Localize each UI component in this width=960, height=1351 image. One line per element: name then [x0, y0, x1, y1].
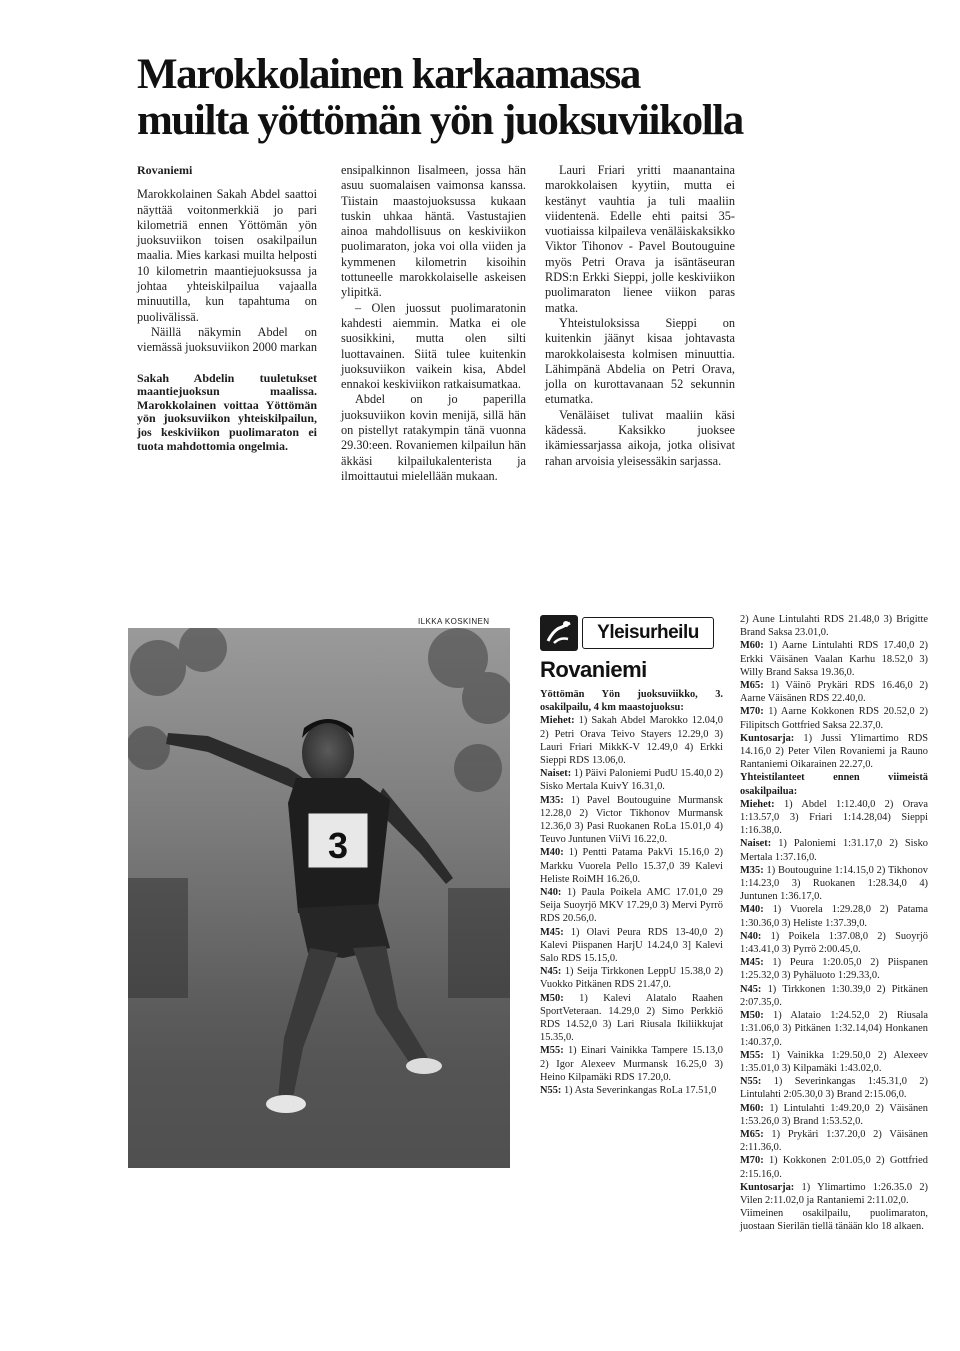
result-category: M55: — [740, 1049, 764, 1061]
result-category: M35: — [740, 864, 764, 876]
headline-line-2: muilta yöttömän yön juoksuviikolla — [137, 97, 743, 144]
result-text: 1) Paula Poikela AMC 17.01,0 29 Seija Suoyrjö MKV 17.29,0 3) Mervi Pyrrö RDS 20.56,0. — [540, 887, 723, 925]
result-category: M65: — [740, 1128, 764, 1140]
result-entry — [740, 864, 928, 904]
result-entry — [740, 1207, 928, 1233]
result-category: M50: — [740, 1010, 764, 1022]
result-text: 1) Väinö Prykäri RDS 16.46,0 2) Aarne Väisänen RDS 22.40,0. — [740, 680, 928, 705]
article-paragraph: Marokkolainen Sakah Abdel saattoi näyttää voitonmerkkiä jo pari kilometriä ennen Yöttömän yön juoksuviikon toisen osakilpailun maalia. Mies karkasi muilta helposti 10 kilometrin maantiejuoksussa ja johtaa yhteiskilpailua vajaalla minuutilla, kun tapahtuma on puolivälissä. — [137, 187, 317, 324]
result-text: Viimeinen osakilpailu, puolimaraton, juostaan Sierilän tiellä tänään klo 18 alkaen. — [740, 1208, 928, 1233]
result-entry — [740, 983, 928, 1009]
result-text: 1) Kalevi Alatalo Raahen SportVeteraan. 14.29,0 2) Simo Perkkiö RDS 14.52,0 3) Lari Riusala Ikiliikkujat 15.35,0. — [540, 992, 723, 1044]
results-column-1 — [540, 688, 723, 1097]
result-text: 1) Kokkonen 2:01.05,0 2) Gottfried 2:15.16,0. — [740, 1155, 928, 1180]
result-text: 1) Poikela 1:37.08,0 2) Suoyrjö 1:43.41,0 3) Pyrrö 2:00.45,0. — [740, 930, 928, 956]
result-entry — [740, 1075, 928, 1101]
result-category: Kuntosarja: — [740, 732, 795, 744]
result-text: 1) Aarne Lintulahti RDS 17.40,0 2) Erkki Väisänen Vaalan Karhu 18.52,0 3) Willy Brand Saksa 19.36,0. — [740, 640, 928, 678]
photo-caption: Sakah Abdelin tuuletukset maantiejuoksun maalissa. Marokkolainen voittaa Yöttömän yön juoksuviikon yhteiskilpailun, jos keskiviikon puolimaraton ei tuota mahdottomia ongelmia. — [137, 370, 317, 453]
result-entry — [740, 837, 928, 863]
result-entry — [540, 886, 723, 926]
result-category: M55: — [540, 1045, 564, 1057]
result-entry — [740, 732, 928, 772]
result-category: N40: — [540, 887, 562, 899]
result-text: 1) Abdel 1:12.40,0 2) Orava 1:13.57,0 3) Friari 1:14.28,04) Sieppi 1:16.38,0. — [740, 798, 928, 837]
article-paragraph: Venäläiset tulivat maaliin käsi kädessä. Kaksikko juoksee ikämiessarjassa aikoja, jotka olisivat rahan arvoisia yleisessäkin sarjassa. — [545, 407, 735, 468]
result-text: 1) Einari Vainikka Tampere 15.13,0 2) Igor Alexeev Murmansk 16.25,0 3) Heino Kilpamäki RDS 17.20,0. — [540, 1045, 723, 1083]
result-category: M45: — [540, 926, 564, 938]
headline — [137, 52, 757, 144]
photo-credit: ILKKA KOSKINEN — [418, 617, 490, 626]
result-category: M50: — [540, 992, 564, 1004]
result-entry — [740, 1102, 928, 1128]
article-paragraph: Näillä näkymin Abdel on viemässä juoksuviikon 2000 markan — [137, 324, 317, 355]
result-text: 1) Vainikka 1:29.50,0 2) Alexeev 1:35.01,0 3) Kilpamäki 1:43.02,0. — [740, 1049, 928, 1074]
result-entry — [740, 1009, 928, 1049]
result-category: Miehet: — [740, 798, 775, 810]
result-text: 1) Päivi Paloniemi PudU 15.40,0 2) Sisko Mertala KuivY 16.31,0. — [540, 768, 723, 793]
result-category: Kuntosarja: — [740, 1181, 795, 1193]
result-category: M40: — [540, 847, 564, 859]
result-entry — [740, 903, 928, 929]
result-text: 1) Jussi Ylimartimo RDS 14.16,0 2) Peter Vilen Rovaniemi ja Rauno Rantaniemi Oikarainen 22.27,0. — [740, 732, 928, 771]
bib-number: 3 — [327, 825, 349, 866]
result-text: 1) Aarne Kokkonen RDS 20.52,0 2) Filipitsch Gottfried Saksa 22.37,0. — [740, 706, 928, 731]
result-text: 1) Asta Severinkangas RoLa 17.51,0 — [563, 1085, 717, 1097]
result-entry — [540, 846, 723, 886]
result-text: 1) Pentti Patama PakVi 15.16,0 2) Markku Vuorela Pello 15.37,0 39 Kalevi Heliste RoiMH 16.26,0. — [540, 847, 723, 885]
section-logo-text: Yleisurheilu — [582, 617, 714, 649]
result-category: N40: — [740, 930, 762, 942]
result-text: 1) Ylimartimo 1:26.35.0 2) Vilen 2:11.02,0 ja Rantaniemi 2:11.02,0. — [740, 1181, 928, 1206]
article-column-1 — [137, 163, 317, 453]
result-category: M35: — [540, 794, 564, 806]
headline-line-1: Marokkolainen karkaamassa — [137, 51, 640, 98]
result-entry — [540, 926, 723, 966]
result-entry — [740, 1154, 928, 1180]
result-category: M40: — [740, 904, 764, 916]
result-category: M60: — [740, 1102, 764, 1114]
results-column-2 — [740, 613, 928, 1234]
result-entry — [740, 930, 928, 956]
result-entry — [740, 956, 928, 982]
result-entry — [540, 1084, 723, 1097]
article-column-2 — [341, 163, 526, 484]
result-category: Naiset: — [540, 768, 572, 780]
result-category: M70: — [740, 1155, 764, 1167]
result-category: N45: — [540, 966, 562, 978]
result-text: 1) Pavel Boutouguine Murmansk 12.28,0 2) Victor Tikhonov Murmansk 12.36,0 3) Pasi Ruokanen RoLa 15.01,0 4) Teuvo Juntunen ViiVi 16.22,0. — [540, 794, 723, 846]
result-entry — [540, 992, 723, 1045]
article-paragraph: – Olen juossut puolimaratonin kahdesti aiemmin. Matka ei ole suosikkini, mutta olen silti luottavainen. Siitä tulee kuitenkin juoksuviikon vaikein kisa, Abdel ennakoi keskiviikon ratkaisumatkaa. — [341, 300, 526, 392]
result-category: M65: — [740, 680, 764, 692]
result-text: 1) Tirkkonen 1:30.39,0 2) Pitkänen 2:07.35,0. — [740, 983, 928, 1008]
result-text: 1) Olavi Peura RDS 13-40,0 2) Kalevi Piispanen HarjU 14.24,0 3] Kalevi Salo RDS 15.15,0. — [540, 926, 723, 965]
result-entry — [740, 771, 928, 797]
result-text: 1) Sakah Abdel Marokko 12.04,0 2) Petri Orava Teivo Stayers 12.29,0 3) Lauri Friari MikkK-V 12.49,0 4) Erkki Sieppi RDS 13.06,0. — [540, 715, 723, 767]
result-category: Miehet: — [540, 715, 575, 727]
dateline: Rovaniemi — [137, 163, 193, 177]
result-category: M45: — [740, 957, 764, 969]
result-entry — [740, 1181, 928, 1207]
article-paragraph: ensipalkinnon Iisalmeen, jossa hän asuu suomalaisen vaimonsa kanssa. Tiistain maastojuoksussa kukaan tuskin uhkaa häntä. Vastustajien ainoa mahdollisuus on keskiviikon puolimaraton, joka voi olla viiden ja kymmenen kilometrin kisoihin tottuneelle marokkolaiselle askeisen ylipitkä. — [341, 163, 526, 300]
article-paragraph: Abdel on jo paperilla juoksuviikon kovin menijä, sillä hän on pistellyt ratakympin tänä vuonna 29.30:een. Rovaniemen kilpailun hän äkkäsi kilpailukalenterista ja ilmoittautui mielellään mukaan. — [341, 392, 526, 483]
result-text: 1) Prykäri 1:37.20,0 2) Väisänen 2:11.36,0. — [740, 1128, 928, 1154]
result-entry — [540, 767, 723, 793]
result-entry — [540, 794, 723, 847]
result-category: M60: — [740, 640, 764, 652]
result-text: 1) Vuorela 1:29.28,0 2) Patama 1:30.36,0 3) Heliste 1:37.39,0. — [740, 904, 928, 929]
result-category: Naiset: — [740, 838, 772, 850]
result-entry — [740, 679, 928, 705]
runner-logo-icon — [540, 615, 578, 651]
result-category: N55: — [540, 1085, 562, 1097]
result-category: Yhteistilanteet ennen viimeistä osakilpailua: — [740, 772, 928, 797]
yleisurheilu-logo — [540, 613, 718, 653]
result-text: 1) Alataio 1:24.52,0 2) Riusala 1:31.06,0 3) Pitkänen 1:32.14,04) Honkanen 1:40.37,0. — [740, 1010, 928, 1048]
result-entry — [740, 639, 928, 679]
result-text: 1) Paloniemi 1:31.17,0 2) Sisko Mertala 1:37.16,0. — [740, 838, 928, 863]
result-entry — [740, 1049, 928, 1075]
results-title: Rovaniemi — [540, 657, 647, 682]
result-text: 2) Aune Lintulahti RDS 21.48,0 3) Brigitte Brand Saksa 23.01,0. — [740, 614, 928, 639]
result-entry — [740, 705, 928, 731]
runner-photo-image — [128, 628, 510, 1168]
runner-photo — [128, 628, 510, 1168]
result-category: N45: — [740, 983, 762, 995]
result-entry — [540, 965, 723, 991]
result-entry — [740, 798, 928, 838]
article-paragraph: Lauri Friari yritti maanantaina marokkolaisen kyytiin, mutta ei kestänyt vauhtia ja tuli maaliin viidentenä. Edelle ehti paitsi 35-vuotiaissa kilpaileva venäläiskaksikko Viktor Tihonov - Pavel Boutouguine myös Petri Orava ja isäntäseuran RDS:n Erkki Sieppi, jolle keskiviikon puolimaraton lienee viikon paras matka. — [545, 163, 735, 315]
result-entry — [540, 714, 723, 767]
result-text: 1) Boutouguine 1:14.15,0 2) Tikhonov 1:14.23,0 3) Ruokanen 1:28.34,0 4) Juntunen 1:36.17,0. — [740, 864, 928, 903]
result-category: M70: — [740, 706, 764, 718]
result-category: N55: — [740, 1076, 762, 1088]
result-text: 1) Peura 1:20.05,0 2) Piispanen 1:25.32,0 3) Pyhäluoto 1:29.33,0. — [740, 957, 928, 982]
results-lead: Yöttömän Yön juoksuviikko, 3. osakilpailu, 4 km maastojuoksu: — [540, 689, 723, 714]
result-text: 1) Lintulahti 1:49.20,0 2) Väisänen 1:53.26,0 3) Brand 1:53.52,0. — [740, 1102, 928, 1127]
result-entry — [740, 1128, 928, 1154]
article-paragraph: Yhteistuloksissa Sieppi on kuitenkin jäänyt kisaa johtavasta marokkolaisesta kolmisen minuuttia. Lähimpänä Abdelia on Petri Orava, jolla on kurottavanaan 52 sekunnin etumatka. — [545, 315, 735, 407]
article-column-3 — [545, 163, 735, 469]
result-entry — [740, 613, 928, 639]
result-text: 1) Seija Tirkkonen LeppU 15.38,0 2) Vuokko Pitkänen RDS 21.47,0. — [540, 966, 723, 991]
result-text: 1) Severinkangas 1:45.31,0 2) Lintulahti 2:05.30,0 3) Brand 2:15.06,0. — [740, 1076, 928, 1101]
result-entry — [540, 1044, 723, 1084]
